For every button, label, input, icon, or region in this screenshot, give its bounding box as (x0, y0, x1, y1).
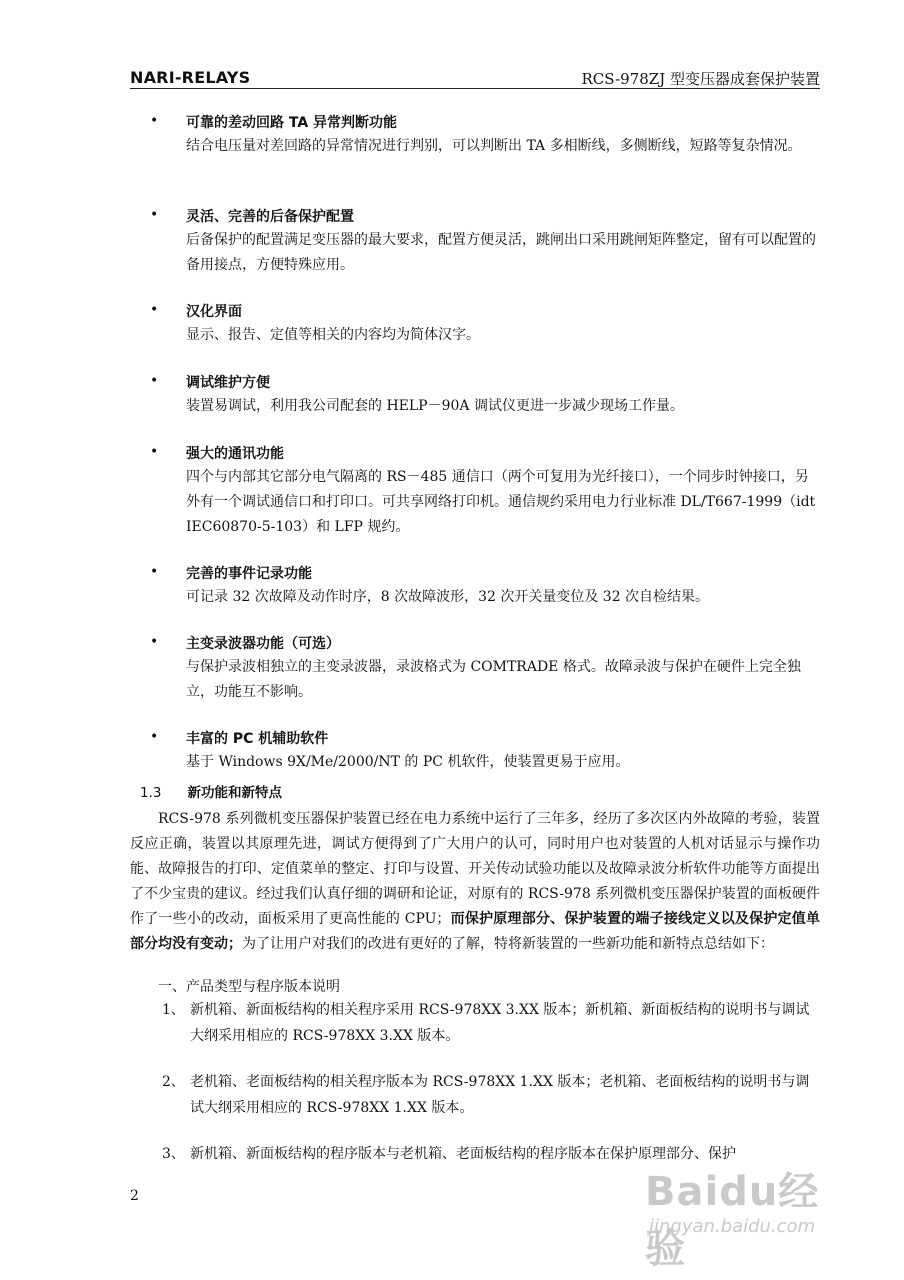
section-number: 1.3 (140, 785, 162, 801)
watermark (645, 1160, 845, 1272)
header-divider (130, 88, 820, 89)
bullet-icon: • (150, 729, 159, 745)
list-item-text: 老机箱、老面板结构的相关程序版本为 RCS-978XX 1.XX 版本；老机箱、老面板结构的说明书与调试大纲采用相应的 RCS-978XX 1.XX 版本。 (190, 1074, 810, 1116)
feature-title: 强大的通讯功能 (186, 446, 284, 462)
feature-description: 可记录 32 次故障及动作时序，8 次故障波形，32 次开关量变位及 32 次自检结果。 (186, 589, 710, 605)
list-item-text: 新机箱、新面板结构的相关程序采用 RCS-978XX 3.XX 版本；新机箱、新面板结构的说明书与调试大纲采用相应的 RCS-978XX 3.XX 版本。 (190, 1002, 810, 1044)
feature-title: 汉化界面 (186, 304, 242, 320)
bullet-icon: • (150, 564, 159, 580)
list-item (162, 997, 820, 1049)
paragraph-text-end: 为了让用户对我们的改进有更好的了解，特将新装置的一些新功能和新特点总结如下： (242, 936, 774, 952)
feature-title: 调试维护方便 (186, 375, 270, 391)
watermark-url: jingyan.baidu.com (649, 1216, 816, 1237)
bullet-icon: • (150, 207, 159, 223)
section-heading (140, 781, 282, 801)
feature-title: 主变录波器功能（可选） (186, 636, 340, 652)
page-number: 2 (130, 1188, 139, 1204)
feature-description: 与保护录波相独立的主变录波器，录波格式为 COMTRADE 格式。故障录波与保护在硬件上完全独立，功能互不影响。 (186, 659, 801, 700)
subheading: 一、产品类型与程序版本说明 (158, 979, 340, 995)
feature-description: 后备保护的配置满足变压器的最大要求，配置方便灵活，跳闸出口采用跳闸矩阵整定，留有可以配置的备用接点，方便特殊应用。 (186, 232, 816, 273)
list-item-number: 1、 (162, 1002, 185, 1018)
feature-description: 结合电压量对差回路的异常情况进行判别，可以判断出 TA 多相断线，多侧断线，短路等复杂情况。 (186, 138, 802, 154)
feature-title: 丰富的 PC 机辅助软件 (186, 731, 329, 747)
list-item-number: 3、 (162, 1146, 185, 1162)
bullet-icon: • (150, 444, 159, 460)
paragraph-bold-text: 而保护原理部分、保护装置的端子接线定义以及保护定值单部分均没有变动； (130, 911, 820, 952)
document-title: RCS-978ZJ 型变压器成套保护装置 (581, 70, 820, 88)
list-item-number: 2、 (162, 1074, 185, 1090)
feature-description: 基于 Windows 9X/Me/2000/NT 的 PC 机软件，使装置更易于应用。 (186, 754, 630, 770)
page-header (130, 66, 820, 88)
bullet-icon: • (150, 302, 159, 318)
bullet-icon: • (150, 373, 159, 389)
paragraph-text: RCS-978 系列微机变压器保护装置已经在电力系统中运行了三年多，经历了多次区内外故障的考验，装置反应正确，装置以其原理先进，调试方便得到了广大用户的认可，同时用户也对装置的人机对话显示与操作功能、故障报告的打印、定值菜单的整定、打印与设置、开关传动试验功能以及故障录波分析软件功能等方面提出了不少宝贵的建议。经过我们认真仔细的调研和论证，对原有的 RCS-978 系列微机变压器保护装置的面板硬件作了一些小的改动，面板采用了更高性能的 CPU； (130, 811, 820, 927)
feature-title: 可靠的差动回路 TA 异常判断功能 (186, 115, 398, 131)
feature-description: 显示、报告、定值等相关的内容均为简体汉字。 (186, 327, 480, 343)
bullet-icon: • (150, 634, 159, 650)
feature-title: 完善的事件记录功能 (186, 566, 312, 582)
feature-title: 灵活、完善的后备保护配置 (186, 209, 354, 225)
bullet-icon: • (150, 113, 159, 129)
feature-description: 装置易调试，利用我公司配套的 HELP－90A 调试仪更进一步减少现场工作量。 (186, 398, 684, 414)
watermark-logo: Baidu经验 (645, 1169, 820, 1272)
brand-logo-text: NARI-RELAYS (130, 68, 251, 87)
list-item-text: 新机箱、新面板结构的程序版本与老机箱、老面板结构的程序版本在保护原理部分、保护 (190, 1146, 736, 1162)
section-title: 新功能和新特点 (187, 785, 282, 801)
list-item (162, 1069, 820, 1121)
body-paragraph (130, 807, 820, 957)
feature-description: 四个与内部其它部分电气隔离的 RS－485 通信口（两个可复用为光纤接口），一个同步时钟接口，另外有一个调试通信口和打印口。可共享网络打印机。通信规约采用电力行业标准 DL/T667-1999（idt IEC60870-5-103）和 LFP 规约。 (186, 469, 816, 535)
